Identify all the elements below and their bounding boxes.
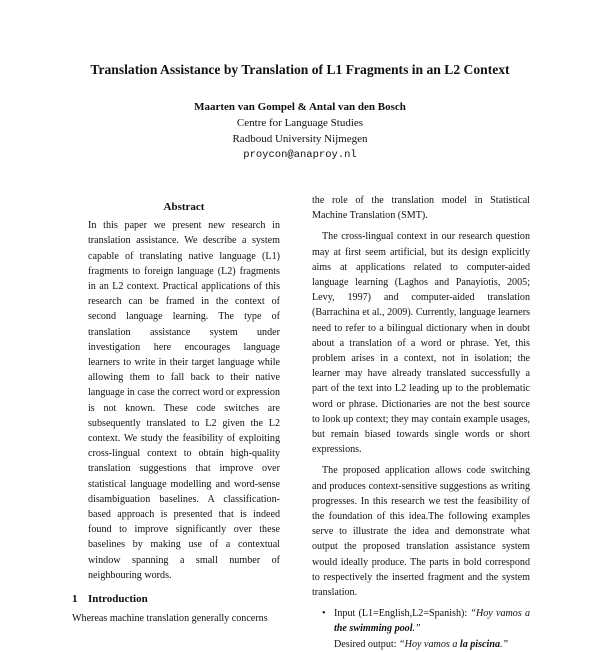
abstract-text: In this paper we present new research in translation assistance. We describe a system capable of translating native language (L1) fragments to foreign language (L2) fragments in an L2 context. Practical applications of this research can be framed in the context of second language learning. The type of translation assistance system under investigation here encourages language learners to write in their target language while allowing them to fall back to their native language in case the correct word or expression is not known. These code switches are subsequently translated to L2 given the L2 context. We study the feasibility of exploiting cross-lingual context to obtain high-quality translation suggestions that improve over statistical language modelling and word-sense disambiguation baselines. A classification-based approach is presented that is indeed found to improve significantly over these baselines by making use of a contextual window spanning a small number of neighbouring words. [88,220,280,581]
example-list-item [312,606,530,652]
paragraph-continued: the role of the translation model in Statistical Machine Translation (SMT). [312,195,530,222]
right-column [312,193,530,652]
introduction-first-line: Whereas machine translation generally concerns [72,613,268,625]
example-input [334,606,530,636]
abstract-body [88,218,280,583]
abstract-heading: Abstract [163,201,205,213]
example-output-sentence: “Hoy vamos a la piscina.” [399,638,509,650]
example-input-sentence: “Hoy vamos a the swimming pool.” [334,608,530,635]
left-column [72,200,296,632]
example-output-label: Desired output: [334,638,397,650]
paper-title: Translation Assistance by Translation of L1 Fragments in an L2 Context [90,62,510,77]
author-names: Maarten van Gompel & Antal van den Bosch [194,101,406,113]
example-output [334,637,530,652]
affiliation-line-1: Centre for Language Studies [236,117,364,129]
bullet-icon: • [322,608,326,620]
section-title: Introduction [88,593,148,606]
paragraph-proposed-application: The proposed application allows code switching and produces context-sensitive suggestions as writing progresses. In this research we test the feasibility of the foundation of this idea.The following examples serve to illustrate the idea and demonstrate what output the proposed translation assistance system would ideally produce. The parts in bold correspond to respectively the inserted fragment and the system translation. [312,465,530,599]
example-input-label: Input (L1=English,L2=Spanish): [334,608,468,620]
author-email[interactable]: proycon@anaproy.nl [243,149,357,161]
author-block [0,99,600,163]
paragraph-cross-lingual-context: The cross-lingual context in our research question may at first seem artificial, but its design explicitly aims at applications related to computer-aided language learning (Laghos and Panayiotis, 2005; Levy, 1997) and computer-aided translation (Barrachina et al., 2009). Currently, language learners need to refer to a bilingual dictionary when in doubt about a translation of a word or phrase. Yet, this problem arises in a context, not in isolation; the learner may have already translated successfully a part of the text into L2 leading up to the problematic word or phrase. Dictionaries are not the best source to look up context; they may contain example usages, but remain biased towards single words or short expressions. [312,231,530,456]
section-number: 1 [72,593,78,606]
affiliation-line-2: Radboud University Nijmegen [232,133,368,145]
